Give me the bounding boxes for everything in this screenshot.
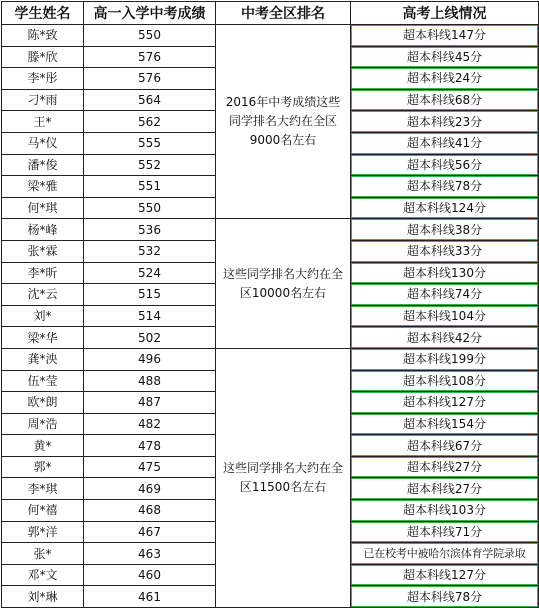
gaokao-result-cell: 超本科线33分	[351, 240, 539, 262]
student-name-cell: 李*琪	[2, 478, 84, 500]
gaokao-result-cell: 超本科线41分	[351, 132, 539, 154]
gaokao-result-cell: 超本科线130分	[351, 262, 539, 284]
table-row	[2, 25, 539, 47]
entrance-score-cell: 488	[84, 370, 216, 392]
student-name-cell: 刘*	[2, 305, 84, 327]
entrance-score-cell: 463	[84, 543, 216, 565]
header-entrance-score: 高一入学中考成绩	[84, 2, 216, 25]
entrance-score-cell: 532	[84, 240, 216, 262]
student-name-cell: 伍*莹	[2, 370, 84, 392]
gaokao-result-cell: 超本科线24分	[351, 68, 539, 90]
student-name-cell: 李*彤	[2, 68, 84, 90]
gaokao-result-cell: 超本科线74分	[351, 284, 539, 306]
district-rank-cell: 这些同学排名大约在全区10000名左右	[216, 219, 351, 349]
gaokao-result-cell: 超本科线127分	[351, 392, 539, 414]
student-name-cell: 郭*洋	[2, 521, 84, 543]
entrance-score-cell: 469	[84, 478, 216, 500]
student-name-cell: 张*	[2, 543, 84, 565]
student-name-cell: 黄*	[2, 435, 84, 457]
gaokao-result-cell: 超本科线104分	[351, 305, 539, 327]
gaokao-result-cell: 超本科线67分	[351, 435, 539, 457]
gaokao-result-cell: 超本科线78分	[351, 586, 539, 608]
district-rank-cell: 2016年中考成绩这些同学排名大约在全区9000名左右	[216, 25, 351, 219]
student-name-cell: 龚*泱	[2, 348, 84, 370]
student-name-cell: 刘*琳	[2, 586, 84, 608]
gaokao-result-cell: 超本科线103分	[351, 500, 539, 522]
gaokao-result-cell: 超本科线199分	[351, 348, 539, 370]
student-name-cell: 潘*俊	[2, 154, 84, 176]
gaokao-result-cell: 超本科线147分	[351, 25, 539, 47]
gaokao-result-cell: 超本科线23分	[351, 111, 539, 133]
entrance-score-cell: 555	[84, 132, 216, 154]
entrance-score-cell: 460	[84, 564, 216, 586]
gaokao-result-cell: 超本科线68分	[351, 89, 539, 111]
gaokao-result-cell: 超本科线127分	[351, 564, 539, 586]
entrance-score-cell: 467	[84, 521, 216, 543]
student-name-cell: 周*浩	[2, 413, 84, 435]
gaokao-result-cell: 超本科线108分	[351, 370, 539, 392]
entrance-score-cell: 550	[84, 25, 216, 47]
entrance-score-cell: 551	[84, 176, 216, 198]
table-row	[2, 219, 539, 241]
gaokao-result-cell: 超本科线27分	[351, 456, 539, 478]
student-name-cell: 梁*雅	[2, 176, 84, 198]
student-name-cell: 沈*云	[2, 284, 84, 306]
entrance-score-cell: 514	[84, 305, 216, 327]
gaokao-result-cell: 超本科线71分	[351, 521, 539, 543]
district-rank-cell: 这些同学排名大约在全区11500名左右	[216, 348, 351, 607]
student-name-cell: 滕*欣	[2, 46, 84, 68]
student-name-cell: 何*禧	[2, 500, 84, 522]
entrance-score-cell: 536	[84, 219, 216, 241]
student-name-cell: 何*琪	[2, 197, 84, 219]
gaokao-result-cell: 已在校考中被哈尔滨体育学院录取	[351, 543, 539, 565]
entrance-score-cell: 552	[84, 154, 216, 176]
gaokao-result-cell: 超本科线124分	[351, 197, 539, 219]
entrance-score-cell: 502	[84, 327, 216, 349]
entrance-score-cell: 468	[84, 500, 216, 522]
gaokao-result-cell: 超本科线38分	[351, 219, 539, 241]
student-name-cell: 欧*朗	[2, 392, 84, 414]
results-table	[1, 1, 539, 608]
entrance-score-cell: 515	[84, 284, 216, 306]
student-name-cell: 李*昕	[2, 262, 84, 284]
header-district-rank: 中考全区排名	[216, 2, 351, 25]
header-row	[2, 2, 539, 25]
gaokao-result-cell: 超本科线45分	[351, 46, 539, 68]
student-name-cell: 郭*	[2, 456, 84, 478]
student-name-cell: 马*仪	[2, 132, 84, 154]
student-name-cell: 邓*文	[2, 564, 84, 586]
gaokao-result-cell: 超本科线27分	[351, 478, 539, 500]
gaokao-result-cell: 超本科线56分	[351, 154, 539, 176]
entrance-score-cell: 550	[84, 197, 216, 219]
gaokao-result-cell: 超本科线154分	[351, 413, 539, 435]
gaokao-result-cell: 超本科线42分	[351, 327, 539, 349]
entrance-score-cell: 496	[84, 348, 216, 370]
entrance-score-cell: 576	[84, 46, 216, 68]
entrance-score-cell: 576	[84, 68, 216, 90]
table-body	[2, 25, 539, 608]
header-gaokao-result: 高考上线情况	[351, 2, 539, 25]
student-name-cell: 刁*雨	[2, 89, 84, 111]
entrance-score-cell: 482	[84, 413, 216, 435]
entrance-score-cell: 475	[84, 456, 216, 478]
gaokao-result-cell: 超本科线78分	[351, 176, 539, 198]
entrance-score-cell: 562	[84, 111, 216, 133]
entrance-score-cell: 461	[84, 586, 216, 608]
entrance-score-cell: 524	[84, 262, 216, 284]
student-name-cell: 梁*华	[2, 327, 84, 349]
student-name-cell: 陈*致	[2, 25, 84, 47]
student-name-cell: 张*霖	[2, 240, 84, 262]
header-student-name: 学生姓名	[2, 2, 84, 25]
table-row	[2, 348, 539, 370]
student-name-cell: 杨*峰	[2, 219, 84, 241]
entrance-score-cell: 487	[84, 392, 216, 414]
student-name-cell: 王*	[2, 111, 84, 133]
entrance-score-cell: 564	[84, 89, 216, 111]
entrance-score-cell: 478	[84, 435, 216, 457]
